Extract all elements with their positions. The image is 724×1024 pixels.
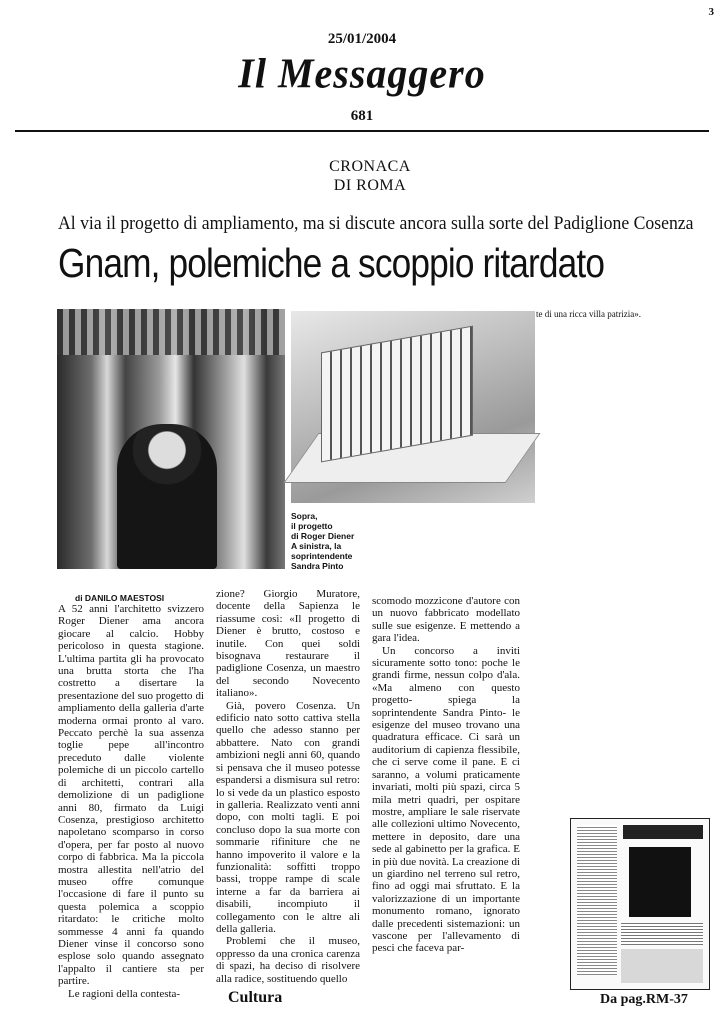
paragraph: Problemi che il museo, oppresso da una cronica carenza di spazi, ha deciso di risolvere alla radice, sostituendo quello	[216, 935, 360, 985]
paragraph: scomodo mozzicone d'autore con un nuovo fabbricato modellato sulle sue esigenze. E mettendo a gara l'idea.	[372, 595, 520, 645]
paragraph: Un concorso a inviti sicuramente sotto tono: poche le grandi firme, nessun colpo d'ala. «Ma almeno con questo progetto- spiega la soprintendente Sandra Pinto- le esigenze del museo trovano una quadratura efficace. Ci sarà un auditorium di capienza flessibile, che ci serve come il pane. E ci saranno, a volumi praticamente invariati, molti più spazi, circa 5 mila metri quadri, per ospitare mostre, ampliare le sale riservate alle collezioni ultimo Novecento, mettere in deposito, dare una sede al gabinetto per la grafica. E in più due novità. La creazione di un giardino nel terreno sul retro, fino ad oggi mai sfruttato. E la valorizzazione di un importante monumento romano, ignorato dalle precedenti sistemazioni: un vascone per l'allevamento di pesci che faceva par-	[372, 644, 520, 955]
article-column-3	[372, 595, 520, 955]
page-number: 3	[708, 6, 714, 18]
footer-section-label: Cultura	[228, 989, 283, 1006]
thumbnail-header	[623, 825, 703, 839]
paragraph: Già, povero Cosenza. Un edificio nato sotto cattiva stella quello che adesso stanno per abbattere. Nato con grandi ambizioni negli anni 60, quando si pensava che il museo potesse espandersi a dismisura sul retro: lo si vede da un plastico esposto in galleria. Realizzato venti anni dopo, con molti tagli. E poi concluso dopo la sua morte con sommarie rifiniture che ne hanno impoverito il valore e la funzionalità: soffitti troppo bassi, troppe rampe di scale interne a far da barriera ai disabili, incompiuto il collegamento con le altre ali della galleria.	[216, 699, 360, 935]
thumbnail-text-block	[621, 923, 703, 945]
issue-number: 681	[350, 108, 374, 124]
caption-line: il progetto	[291, 521, 333, 531]
paragraph: A 52 anni l'architetto svizzero Roger Diener ama ancora giocare al calcio. Hobby pericoloso in questa stagione. L'ultima partita gli ha provocato una brutta storta che l'ha costretto a disertare la presentazione del suo progetto di ampliamento della galleria d'arte moderna ormai pronto al varo. Peccato perchè la sua assenza toglie pepe all'incontro preceduto dalle violente polemiche di un piccolo cartello di architetti, contrari alla demolizione di un padiglione anni 80, firmato da Luigi Cosenza, prestigioso architetto napoletano scomparso in corso d'opera, per far posto al nuovo corpo di fabbrica. Ma la piccola mostra allestita nell'atrio del museo offre comunque l'occasione di fare il punto su questa polemica a scoppio ritardato: le critiche molto sommesse 4 anni fa quando Diener vinse il concorso sono esplose solo quando assegnato l'appalto il cantiere sta per partire.	[58, 603, 204, 988]
publication-date: 25/01/2004	[327, 31, 397, 47]
article-headline: Gnam, polemiche a scoppio ritardato	[58, 240, 605, 286]
article-byline: di DANILO MAESTOSI	[75, 593, 165, 603]
photo-soprintendente	[57, 309, 285, 569]
thumbnail-text-block	[577, 825, 617, 975]
caption-line: di Roger Diener	[291, 531, 355, 541]
photo-columns-cornice	[57, 309, 285, 355]
photo-project-model	[291, 311, 535, 503]
thumbnail-photo	[629, 847, 691, 917]
paragraph: zione? Giorgio Muratore, docente della Sapienza le riassume così: «Il progetto di Diener è brutto, costoso e inutile. Con quei soldi bisognava restaurare il padiglione Cosenza, un maestro del secondo Novecento italiano».	[216, 588, 360, 700]
photo-caption	[291, 511, 401, 571]
caption-line: soprintendente	[291, 551, 353, 561]
paragraph: Le ragioni della contesta-	[68, 987, 181, 1000]
caption-line: Sopra,	[291, 511, 318, 521]
newspaper-masthead: Il Messaggero	[238, 49, 486, 98]
photo-person-figure	[117, 424, 217, 569]
section-label	[290, 157, 450, 195]
article-kicker: Al via il progetto di ampliamento, ma si discute ancora sulla sorte del Padiglione Cosenza	[58, 213, 694, 234]
article-column-1	[58, 603, 204, 1000]
section-line-1: CRONACA	[329, 158, 411, 175]
section-line-2: DI ROMA	[333, 177, 407, 194]
caption-line: A sinistra, la	[291, 541, 342, 551]
article-column-2	[216, 588, 360, 985]
thumbnail-advert	[621, 949, 703, 983]
page-reference: Da pag.RM-37	[600, 992, 688, 1007]
caption-line: Sandra Pinto	[291, 561, 344, 571]
page-thumbnail	[570, 818, 710, 990]
continued-fragment: te di una ricca villa patrizia».	[536, 309, 641, 319]
header-divider	[15, 130, 709, 132]
